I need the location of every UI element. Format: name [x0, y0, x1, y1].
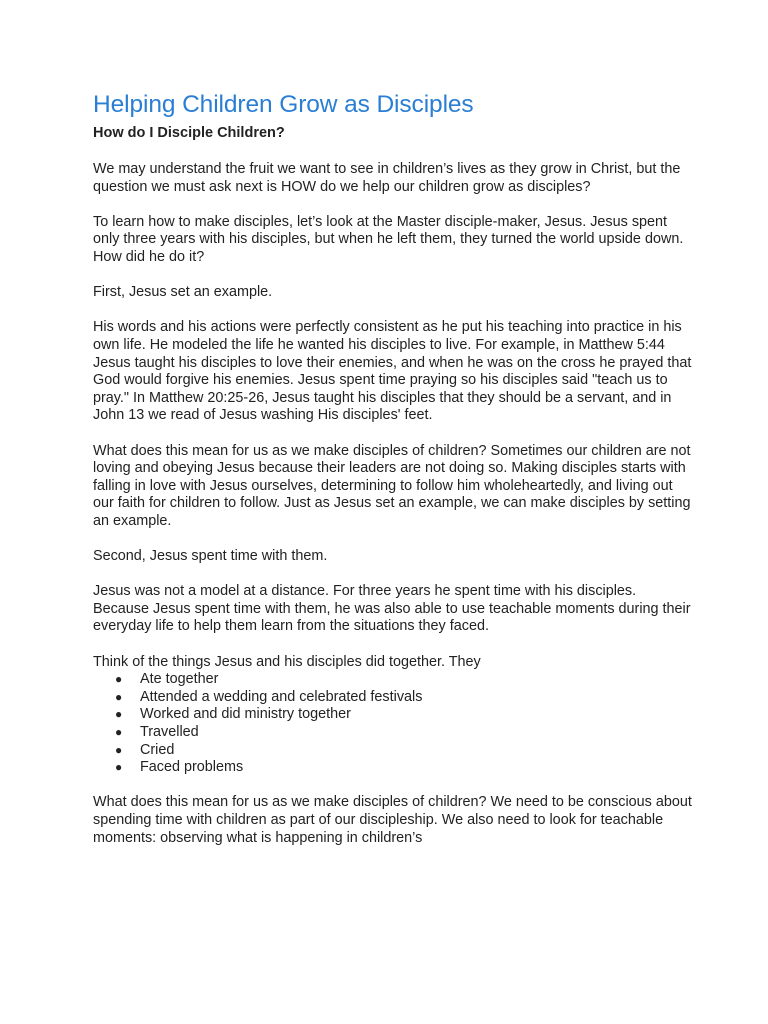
paragraph-2: To learn how to make disciples, let’s look at the Master disciple-maker, Jesus. Jesus spent only three years with his disciples, but when he left them, they turned the world upside down. How did he do it? [93, 213, 684, 265]
bullet-icon: ● [115, 672, 123, 687]
paragraph-3: First, Jesus set an example. [93, 284, 273, 301]
bullet-icon: ● [115, 707, 123, 722]
activities-list [93, 671, 693, 777]
list-item: ● Attended a wedding and celebrated festivals [115, 688, 423, 705]
paragraph-7: Jesus was not a model at a distance. For three years he spent time with his disciples. Because Jesus spent time with them, he was also able to use teachable moments during their everyday life to help them learn from the situations they faced. [93, 583, 691, 635]
document-page [93, 88, 693, 847]
document-subtitle: How do I Disciple Children? [93, 125, 285, 141]
list-item: ● Ate together [115, 671, 219, 688]
bullet-icon: ● [115, 742, 123, 757]
paragraph-4: His words and his actions were perfectly consistent as he put his teaching into practice in his own life. He modeled the life he wanted his disciples to live. For example, in Matthew 5:44 Jesus taught his disciples to love their enemies, and when he was on the cross he prayed that God would forgive his enemies. Jesus spent time praying so his disciples said "teach us to pray." In Matthew 20:25-26, Jesus taught his disciples that they should be a servant, and in John 13 we read of Jesus washing His disciples' feet. [93, 319, 692, 424]
bullet-icon: ● [115, 725, 123, 739]
paragraph-9: What does this mean for us as we make disciples of children? We need to be conscious about spending time with children as part of our discipleship. We also need to look for teachable moments: observing what is happening in children’s [93, 794, 692, 846]
paragraph-5: What does this mean for us as we make disciples of children? Sometimes our children are not loving and obeying Jesus because their leaders are not doing so. Making disciples starts with falling in love with Jesus ourselves, determining to follow him wholeheartedly, and living out our faith for children to follow. Just as Jesus set an example, we can make disciples by setting an example. [93, 442, 691, 529]
list-item: ● Faced problems [115, 759, 244, 776]
list-item: ● Travelled [115, 724, 199, 740]
document-title: Helping Children Grow as Disciples [93, 91, 474, 118]
list-item: ● Cried [115, 741, 175, 758]
paragraph-6: Second, Jesus spent time with them. [93, 548, 328, 565]
paragraph-8: Think of the things Jesus and his disciples did together. They [93, 653, 481, 670]
paragraph-1: We may understand the fruit we want to see in children’s lives as they grow in Christ, but the question we must ask next is HOW do we help our children grow as disciples? [93, 161, 681, 195]
bullet-icon: ● [115, 689, 123, 704]
list-item: ● Worked and did ministry together [115, 706, 351, 723]
bullet-icon: ● [115, 760, 123, 775]
